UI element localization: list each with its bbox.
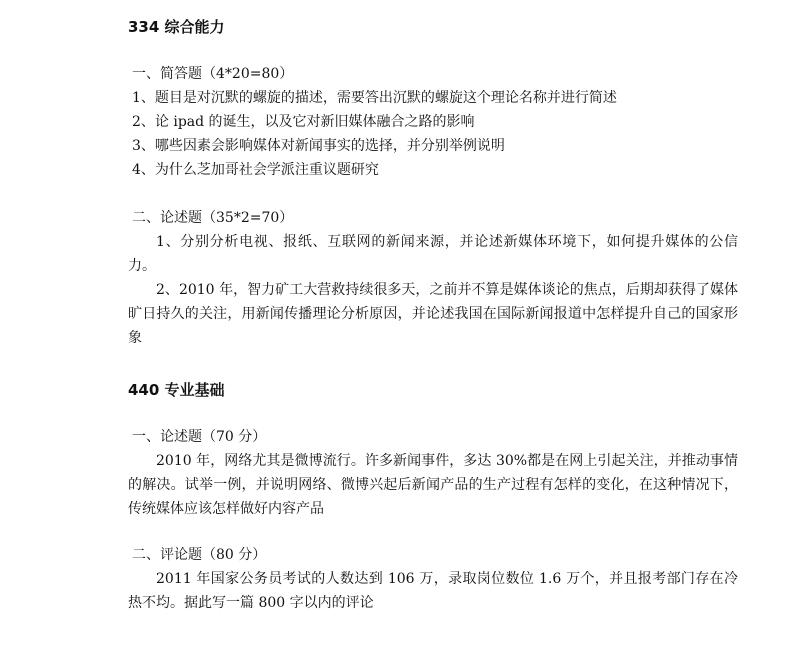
short-answer-section-title: 一、简答题（4*20=80） xyxy=(132,66,294,82)
heading-334: 334 综合能力 xyxy=(128,18,225,36)
essay-section-title-440: 一、论述题（70 分） xyxy=(132,429,267,445)
short-answer-item-2: 2、论 ipad 的诞生，以及它对新旧媒体融合之路的影响 xyxy=(132,114,475,130)
exam-document xyxy=(128,14,738,615)
essay-item-1: 1、分别分析电视、报纸、互联网的新闻来源，并论述新媒体环境下，如何提升媒体的公信力。 xyxy=(128,234,738,274)
commentary-section-title: 二、评论题（80 分） xyxy=(132,547,267,563)
essay-item-2: 2、2010 年，智力矿工大营救持续很多天，之前并不算是媒体谈论的焦点，后期却获得了媒体旷日持久的关注，用新闻传播理论分析原因，并论述我国在国际新闻报道中怎样提升自己的国家形象 xyxy=(128,282,738,346)
short-answer-item-4: 4、为什么芝加哥社会学派注重议题研究 xyxy=(132,162,379,178)
essay-section-title-334: 二、论述题（35*2=70） xyxy=(132,210,294,226)
short-answer-item-3: 3、哪些因素会影响媒体对新闻事实的选择，并分别举例说明 xyxy=(132,138,505,154)
commentary-question: 2011 年国家公务员考试的人数达到 106 万，录取岗位数位 1.6 万个，并且报考部门存在冷热不均。据此写一篇 800 字以内的评论 xyxy=(128,571,738,611)
short-answer-item-1: 1、题目是对沉默的螺旋的描述，需要答出沉默的螺旋这个理论名称并进行简述 xyxy=(132,90,617,106)
heading-440: 440 专业基础 xyxy=(128,381,225,399)
essay-question-440: 2010 年，网络尤其是微博流行。许多新闻事件，多达 30%都是在网上引起关注，并推动事情的解决。试举一例，并说明网络、微博兴起后新闻产品的生产过程有怎样的变化，在这种情况下，传统媒体应该怎样做好内容产品 xyxy=(128,453,738,517)
